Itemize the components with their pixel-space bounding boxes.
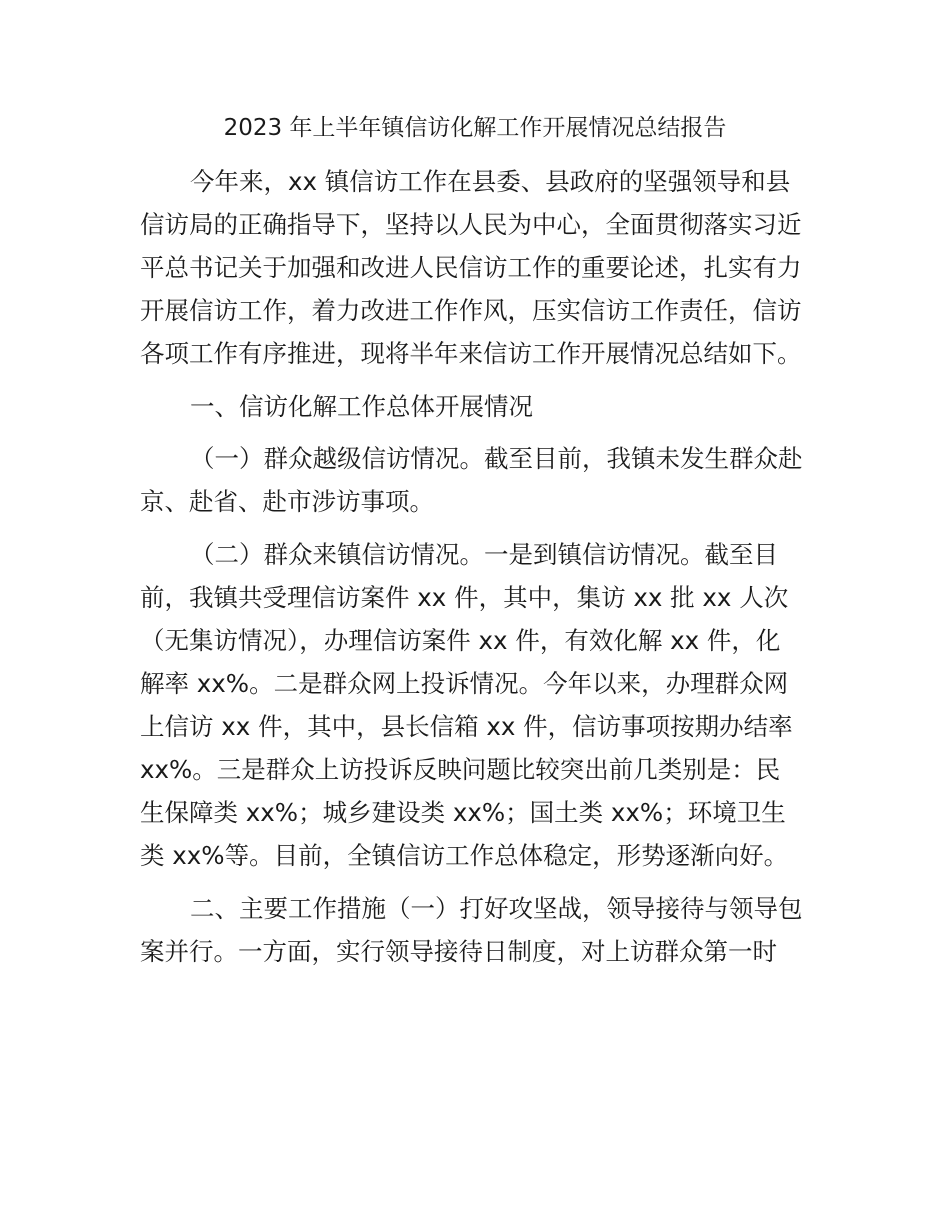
- paragraph-line: 前，我镇共受理信访案件 xx 件，其中，集访 xx 批 xx 人次: [140, 583, 789, 612]
- paragraph-line: 各项工作有序推进，现将半年来信访工作开展情况总结如下。: [140, 339, 802, 368]
- paragraph-line: 解率 xx%。二是群众网上投诉情况。今年以来，办理群众网: [140, 669, 789, 698]
- paragraph-line: 京、赴省、赴市涉访事项。: [140, 487, 434, 516]
- paragraph-line: 案并行。一方面，实行领导接待日制度，对上访群众第一时: [140, 937, 777, 966]
- section-heading-overall: [140, 385, 812, 428]
- intro-paragraph: [140, 160, 812, 375]
- paragraph-line: 上信访 xx 件，其中，县长信箱 xx 件，信访事项按期办结率: [140, 712, 793, 741]
- section-main-measures: [140, 887, 812, 973]
- paragraph-line: 今年来，xx 镇信访工作在县委、县政府的坚强领导和县: [190, 167, 791, 196]
- paragraph-line: xx%。三是群众上访投诉反映问题比较突出前几类别是：民: [140, 755, 781, 784]
- subsection-cross-level-petitions: [140, 437, 812, 523]
- paragraph-line: 类 xx%等。目前，全镇信访工作总体稳定，形势逐渐向好。: [140, 841, 789, 870]
- paragraph-line: （无集访情况），办理信访案件 xx 件，有效化解 xx 件，化: [140, 626, 781, 655]
- document-title: 2023 年上半年镇信访化解工作开展情况总结报告: [223, 115, 727, 141]
- paragraph-line: 平总书记关于加强和改进人民信访工作的重要论述，扎实有力: [140, 253, 802, 282]
- paragraph-line: （二）群众来镇信访情况。一是到镇信访情况。截至目: [190, 540, 778, 569]
- heading-line: 一、信访化解工作总体开展情况: [190, 392, 533, 421]
- paragraph-line: 生保障类 xx%；城乡建设类 xx%；国土类 xx%；环境卫生: [140, 798, 786, 827]
- paragraph-line: 信访局的正确指导下，坚持以人民为中心，全面贯彻落实习近: [140, 210, 802, 239]
- paragraph-line: 二、主要工作措施（一）打好攻坚战，领导接待与领导包: [190, 894, 803, 923]
- paragraph-line: 开展信访工作，着力改进工作作风，压实信访工作责任，信访: [140, 296, 802, 325]
- subsection-town-petitions: [140, 533, 812, 877]
- paragraph-line: （一）群众越级信访情况。截至目前，我镇未发生群众赴: [190, 444, 803, 473]
